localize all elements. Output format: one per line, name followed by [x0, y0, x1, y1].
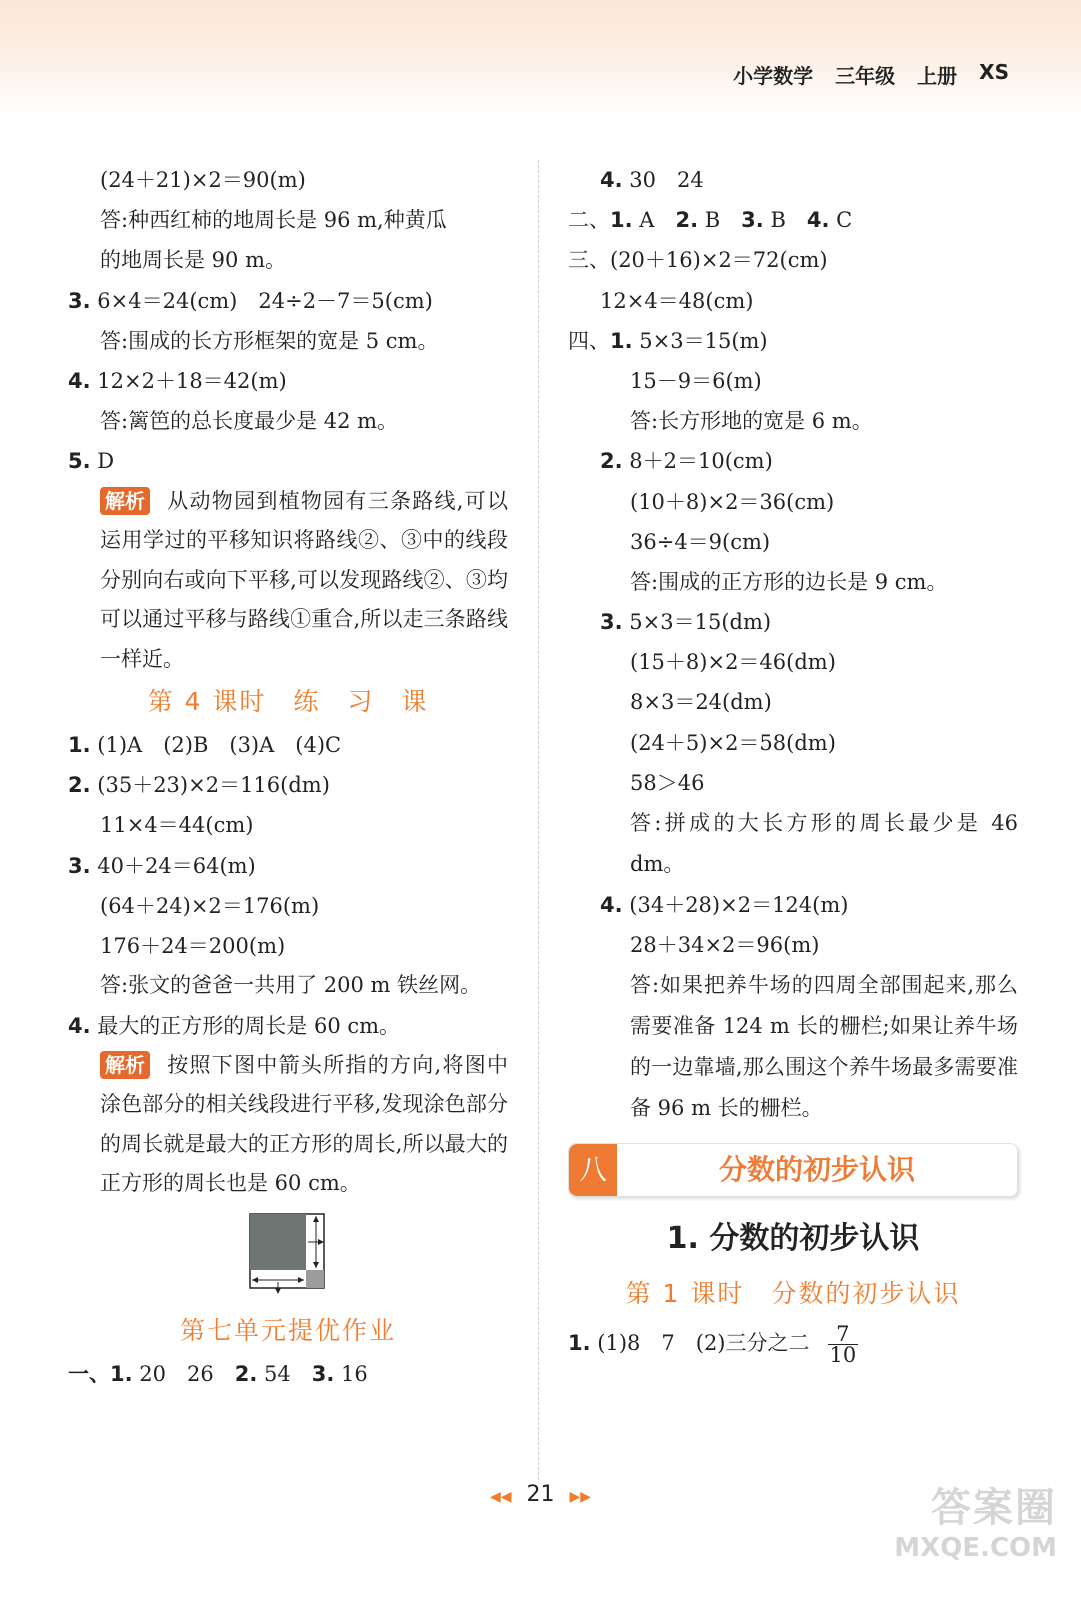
left-column — [68, 160, 508, 1394]
answer-line: 36÷4＝9(cm) — [630, 529, 771, 554]
answer-line — [68, 1006, 508, 1046]
question-number: 2. — [68, 773, 91, 798]
question-number: 一、1. — [68, 1361, 133, 1386]
answer-line: 58＞46 — [630, 770, 705, 795]
fraction — [828, 1322, 859, 1368]
answer-text: 16 — [334, 1361, 368, 1386]
answer-line: (24＋21)×2＝90(m) — [100, 168, 306, 192]
question-number: 3. — [68, 853, 91, 878]
answer-line: 三、(20＋16)×2＝72(cm) — [568, 248, 828, 273]
question-number: 1. — [610, 208, 633, 233]
answer-line — [68, 846, 508, 886]
answer-text: 8＋2＝10(cm) — [629, 449, 773, 474]
answer-paragraph: 答:拼成的大长方形的周长最少是 46 dm。 — [630, 811, 1018, 876]
answer-text: 40＋24＝64(m) — [97, 853, 256, 878]
question-number: 4. — [68, 368, 91, 393]
answer-line: 11×4＝44(cm) — [100, 813, 254, 838]
answer-text: (1)8 7 (2)三分之二 — [597, 1331, 810, 1356]
chapter-banner — [568, 1143, 1018, 1197]
question-number: 1. — [610, 328, 633, 353]
section-number: 四、 — [568, 328, 610, 353]
question-number: 1. — [68, 733, 91, 757]
answer-line — [68, 281, 508, 321]
answer-line: 15－9＝6(m) — [630, 368, 762, 393]
chapter-number: 八 — [569, 1144, 617, 1196]
answer-paragraph: 答:张文的爸爸一共用了 200 m 铁丝网。 — [100, 973, 482, 998]
question-number: 3. — [311, 1361, 335, 1386]
fraction-denominator: 10 — [829, 1343, 857, 1368]
answer-line: 28＋34×2＝96(m) — [630, 933, 820, 958]
answer-line — [68, 361, 508, 401]
answer-line: (24＋5)×2＝58(dm) — [630, 730, 836, 755]
answer-line: 答:篱笆的总长度最少是 42 m。 — [100, 409, 399, 434]
answer-line: 答:种西红柿的地周长是 96 m,种黄瓜 — [100, 208, 447, 233]
analysis-text: 按照下图中箭头所指的方向,将图中涂色部分的相关线段进行平移,发现涂色部分的周长就是最大的正方形的周长,所以最大的正方形的周长也是 60 cm。 — [100, 1052, 508, 1196]
header-subject: 小学数学 — [733, 64, 814, 88]
header-volume: 上册 — [917, 64, 958, 88]
header-edition: XS — [979, 60, 1009, 84]
answer-text: B — [770, 208, 786, 233]
section-number: 二、 — [568, 208, 610, 233]
answer-text: 20 26 — [132, 1361, 214, 1386]
answer-line — [568, 160, 1018, 200]
analysis-tag: 解析 — [100, 487, 150, 515]
top-band — [0, 0, 1081, 118]
answer-text: 6×4＝24(cm) 24÷2－7＝5(cm) — [97, 288, 433, 313]
answer-text: A — [639, 208, 655, 233]
answer-line: (64＋24)×2＝176(m) — [100, 893, 320, 918]
answer-text: D — [97, 449, 115, 474]
answer-line: 答:围成的长方形框架的宽是 5 cm。 — [100, 328, 439, 353]
answer-line — [68, 1354, 508, 1394]
watermark-text: 答案圈 — [931, 1485, 1057, 1531]
question-number: 3. — [68, 288, 91, 313]
answer-line: 答:围成的正方形的边长是 9 cm。 — [630, 569, 948, 594]
question-number: 2. — [600, 449, 623, 474]
question-number: 5. — [68, 449, 91, 474]
analysis-paragraph — [68, 482, 508, 680]
answer-line — [568, 1317, 1018, 1369]
answer-text: C — [836, 208, 853, 233]
answer-text: (35＋23)×2＝116(dm) — [97, 773, 330, 798]
answer-line: (15＋8)×2＝46(dm) — [630, 650, 836, 675]
answer-line: 的地周长是 90 m。 — [100, 248, 286, 273]
answer-line: (10＋8)×2＝36(cm) — [630, 489, 835, 514]
watermark-url: MXQE.COM — [894, 1533, 1057, 1563]
question-number: 3. — [600, 610, 623, 635]
question-number: 1. — [568, 1331, 591, 1356]
answer-line — [68, 725, 508, 765]
section-title: 第七单元提优作业 — [179, 1315, 396, 1345]
answer-line: 答:长方形地的宽是 6 m。 — [630, 409, 873, 434]
answer-text: 5×3＝15(dm) — [629, 610, 772, 635]
answer-text: (34＋28)×2＝124(m) — [629, 893, 849, 917]
answer-paragraph: 答:如果把养牛场的四周全部围起来,那么需要准备 124 m 长的栅栏;如果让养牛场的一边靠墙,那么围这个养牛场最多需要准备 96 m 长的栅栏。 — [630, 973, 1018, 1121]
chapter-title: 分数的初步认识 — [718, 1153, 915, 1187]
answer-line — [68, 765, 508, 805]
question-number: 4. — [600, 168, 623, 192]
fraction-numerator: 7 — [836, 1322, 850, 1347]
question-number: 4. — [600, 893, 623, 917]
analysis-text: 从动物园到植物园有三条路线,可以运用学过的平移知识将路线②、③中的线段分别向右或向下平移,可以发现路线②、③均可以通过平移与路线①重合,所以走三条路线一样近。 — [100, 488, 508, 671]
answer-text: (1)A (2)B (3)A (4)C — [97, 733, 342, 757]
header-grade: 三年级 — [835, 64, 896, 88]
answer-line — [68, 441, 508, 481]
answer-line — [568, 321, 1018, 361]
section-title: 第 1 课时 分数的初步认识 — [625, 1279, 961, 1309]
page-header — [733, 60, 1009, 89]
question-number: 4. — [806, 208, 830, 233]
page-number: 21 — [526, 1482, 555, 1507]
watermark-logo — [857, 1476, 1057, 1586]
question-number: 4. — [68, 1013, 91, 1038]
answer-line: 8×3＝24(dm) — [630, 690, 772, 715]
analysis-paragraph — [68, 1046, 508, 1204]
answer-text: 30 24 — [629, 168, 704, 192]
answer-line — [568, 602, 1018, 642]
answer-line — [568, 885, 1018, 925]
answer-line: 12×4＝48(cm) — [600, 288, 754, 313]
question-number: 2. — [675, 208, 699, 233]
answer-line — [568, 441, 1018, 481]
analysis-tag: 解析 — [100, 1051, 150, 1079]
lesson-title: 1. 分数的初步认识 — [666, 1221, 920, 1257]
column-divider — [538, 160, 539, 1480]
right-column — [568, 160, 1018, 1369]
square-figure-drawing — [248, 1212, 326, 1300]
section-title: 第 4 课时 练 习 课 — [147, 687, 429, 716]
answer-text: B — [704, 208, 721, 233]
next-arrows-icon: ▶▶ — [569, 1489, 592, 1505]
question-number: 3. — [741, 208, 764, 233]
answer-text: 最大的正方形的周长是 60 cm。 — [97, 1013, 401, 1038]
answer-line: 176＋24＝200(m) — [100, 933, 286, 958]
answer-line — [568, 200, 1018, 240]
square-figure — [248, 1212, 326, 1300]
prev-arrows-icon: ◀◀ — [489, 1489, 512, 1505]
question-number: 2. — [234, 1361, 258, 1386]
answer-text: 12×2＋18＝42(m) — [97, 368, 287, 393]
answer-text: 54 — [257, 1361, 291, 1386]
answer-text: 5×3＝15(m) — [639, 328, 768, 353]
